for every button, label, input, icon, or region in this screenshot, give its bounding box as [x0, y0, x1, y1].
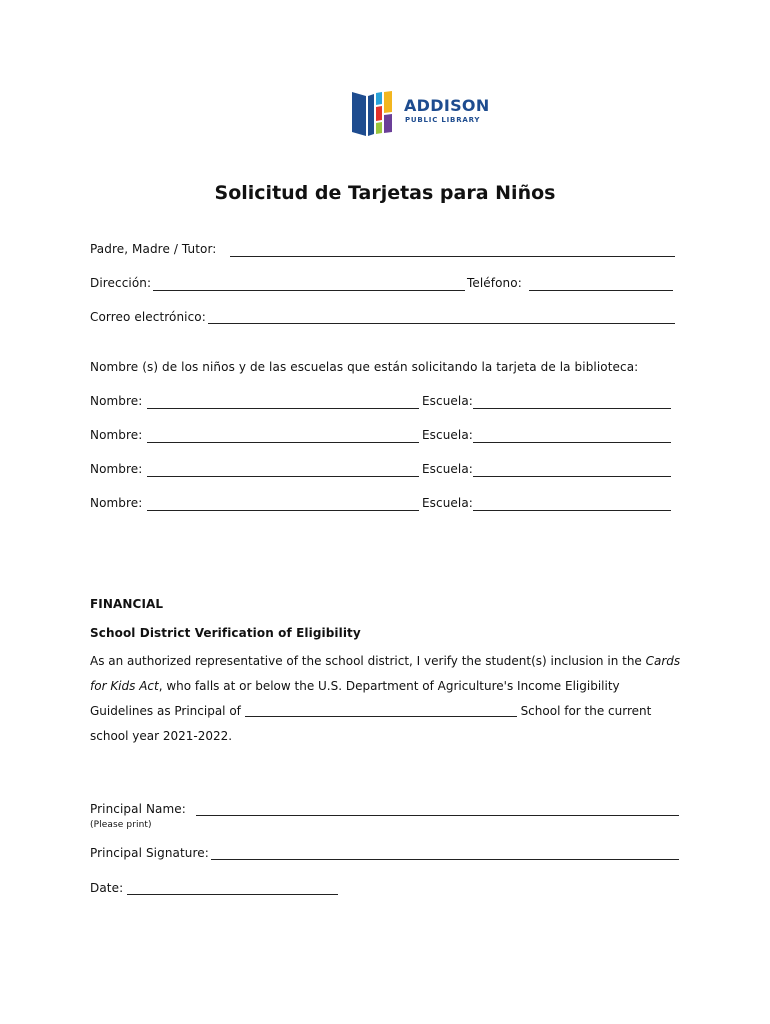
principal-school-field[interactable] [245, 704, 517, 717]
child-school-field[interactable] [473, 442, 671, 443]
financial-paragraph [90, 649, 680, 749]
paragraph-line-2: for Kids Act, who falls at or below the U.S. Department of Agriculture's Income Eligibility [90, 679, 620, 693]
principal-signature-field[interactable] [211, 859, 679, 860]
child-name-field[interactable] [147, 442, 419, 443]
parent-field[interactable] [230, 256, 675, 257]
address-label: Dirección: [90, 276, 152, 290]
child-school-field[interactable] [473, 510, 671, 511]
date-label: Date: [90, 881, 124, 895]
child-name-field[interactable] [147, 476, 419, 477]
email-label: Correo electrónico: [90, 310, 206, 324]
child-name-field[interactable] [147, 408, 419, 409]
verification-subheading: School District Verification of Eligibility [90, 626, 361, 640]
child-name-label: Nombre: [90, 394, 143, 408]
child-school-field[interactable] [473, 408, 671, 409]
logo-subtitle: PUBLIC LIBRARY [405, 116, 481, 124]
child-name-label: Nombre: [90, 496, 143, 510]
child-school-label: Escuela: [422, 496, 473, 510]
email-field[interactable] [208, 323, 675, 324]
address-field[interactable] [153, 290, 465, 291]
financial-heading: FINANCIAL [90, 597, 164, 611]
page-title: Solicitud de Tarjetas para Niños [214, 182, 556, 204]
child-school-label: Escuela: [422, 462, 473, 476]
principal-name-label: Principal Name: [90, 802, 186, 816]
logo-name: ADDISON [404, 96, 490, 115]
please-print-note: (Please print) [90, 820, 152, 830]
phone-field[interactable] [529, 290, 673, 291]
date-field[interactable] [127, 894, 338, 895]
paragraph-line-1: As an authorized representative of the school district, I verify the student(s) inclusion in the Cards [90, 654, 681, 668]
child-name-label: Nombre: [90, 428, 143, 442]
principal-name-field[interactable] [196, 815, 679, 816]
phone-label: Teléfono: [467, 276, 522, 290]
parent-label: Padre, Madre / Tutor: [90, 242, 217, 256]
paragraph-line-4: school year 2021-2022. [90, 729, 233, 743]
paragraph-line-3: Guidelines as Principal of School for the current [90, 704, 652, 718]
child-school-field[interactable] [473, 476, 671, 477]
child-name-label: Nombre: [90, 462, 143, 476]
child-school-label: Escuela: [422, 428, 473, 442]
principal-signature-label: Principal Signature: [90, 846, 209, 860]
children-intro: Nombre (s) de los niños y de las escuelas que están solicitando la tarjeta de la biblioteca: [90, 360, 639, 374]
child-name-field[interactable] [147, 510, 419, 511]
child-school-label: Escuela: [422, 394, 473, 408]
